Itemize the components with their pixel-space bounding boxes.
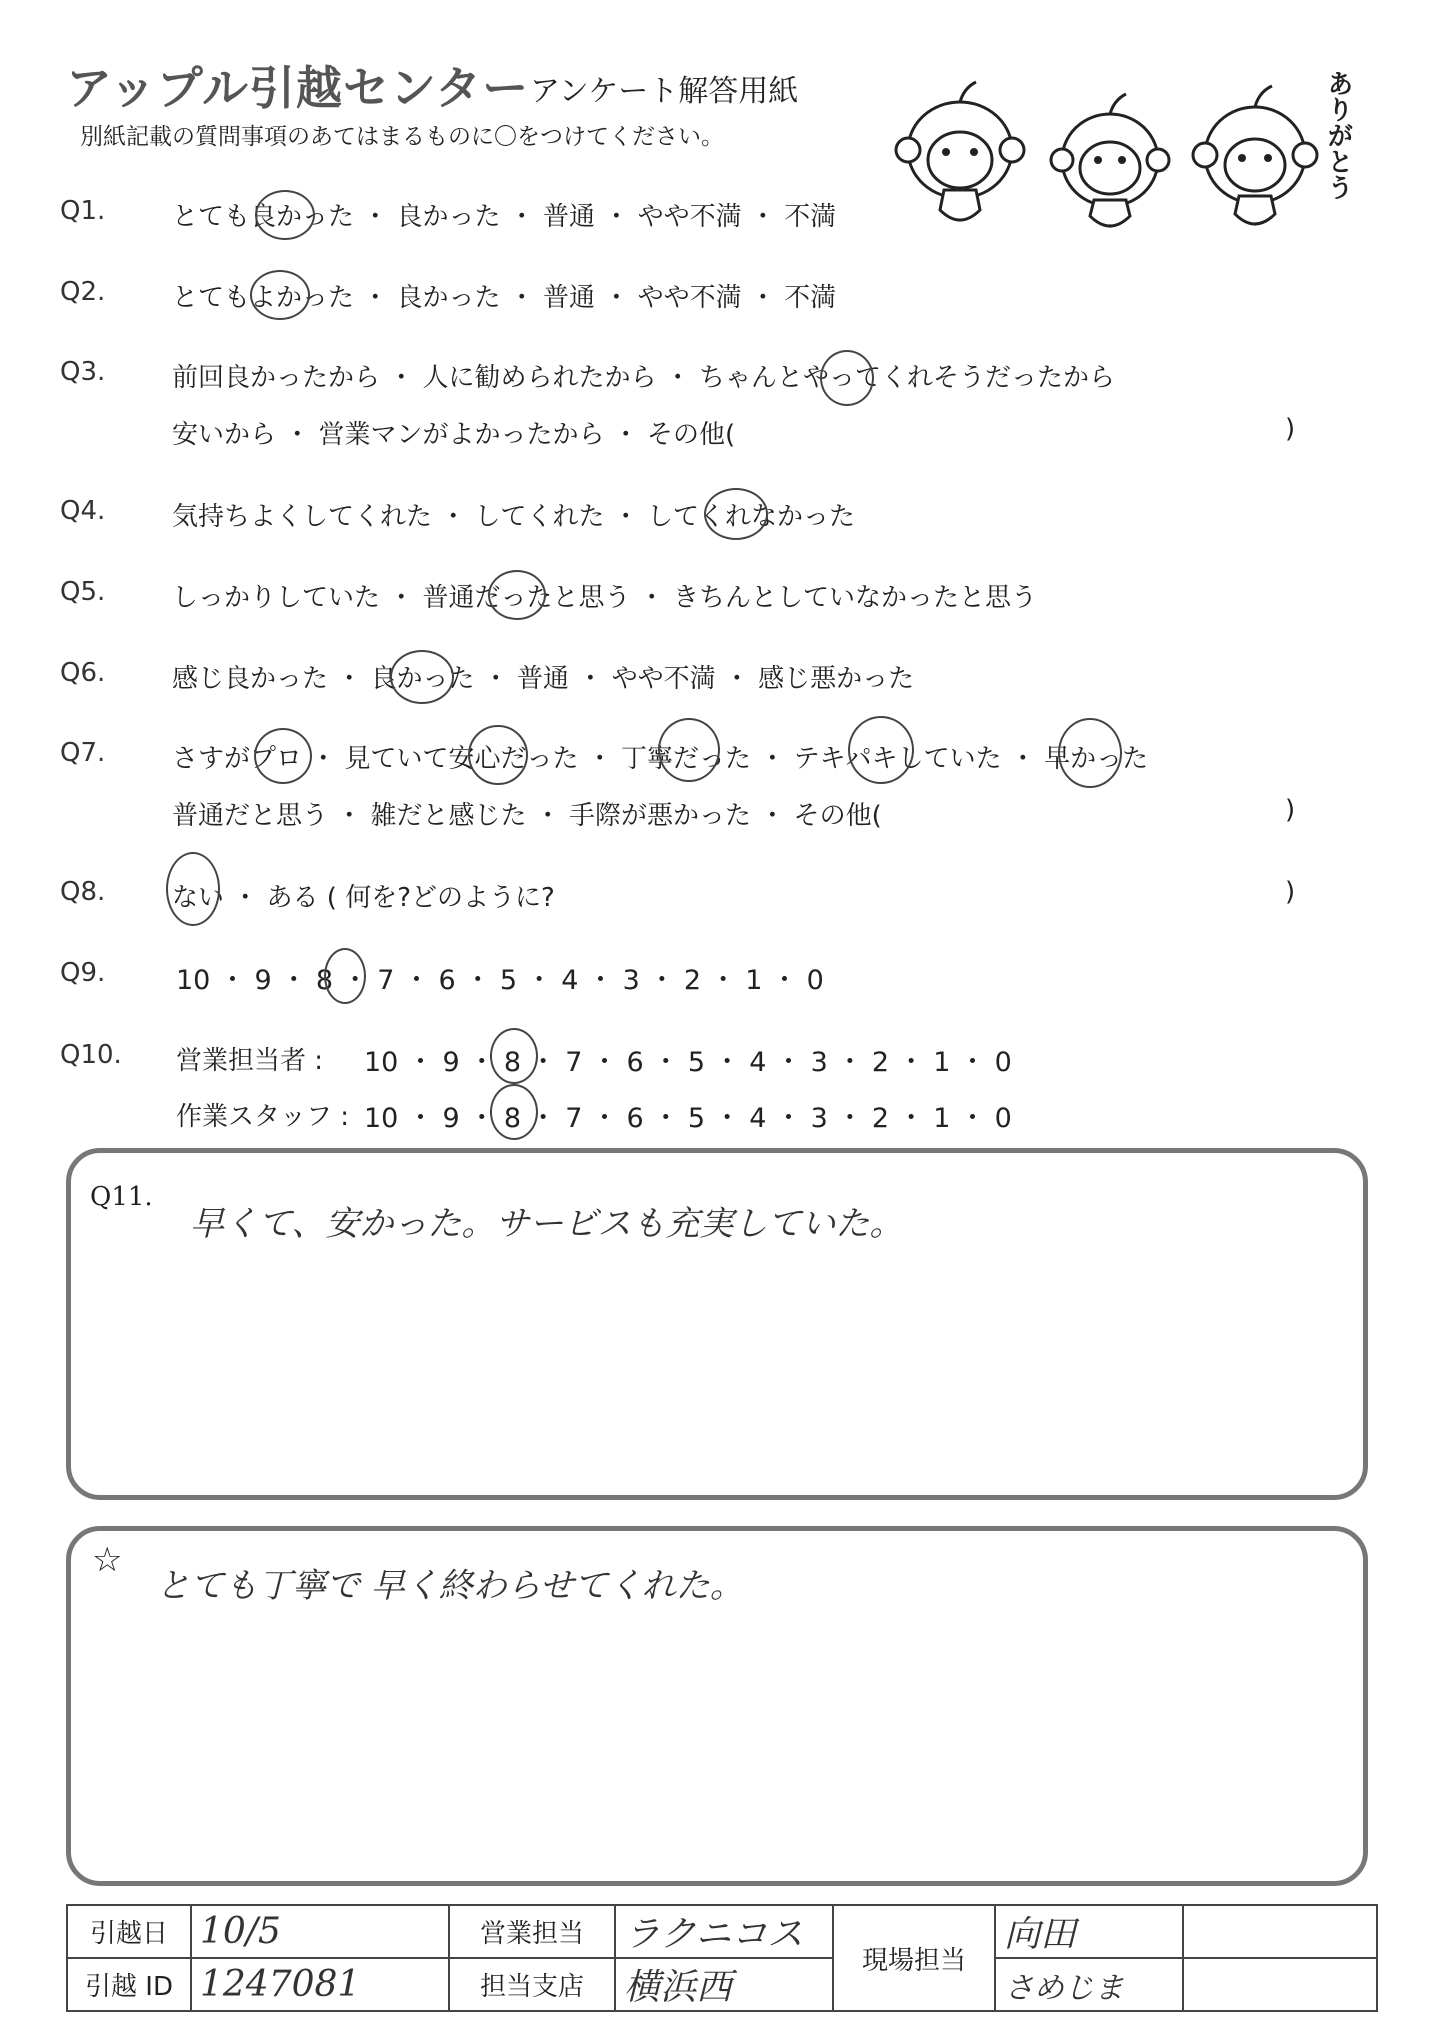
- q8-options[interactable]: ない ・ ある ( 何を?どのように?: [172, 883, 555, 913]
- instruction-text: 別紙記載の質問事項のあてはまるものに〇をつけてください。: [80, 124, 724, 150]
- sales-rep-value[interactable]: ラクニコス: [615, 1905, 833, 1958]
- q7-options-line2[interactable]: 普通だと思う ・ 雑だと感じた ・ 手際が悪かった ・ その他(: [172, 801, 882, 831]
- q1-label: Q1.: [60, 196, 106, 226]
- q7-selection-circle-teinei: [658, 718, 720, 782]
- branch-label: 担当支店: [449, 1958, 615, 2011]
- q7-selection-circle-hayakatta: [1058, 718, 1122, 788]
- q6-label: Q6.: [60, 658, 106, 688]
- move-date-value[interactable]: 10/5: [191, 1905, 449, 1958]
- q3-label: Q3.: [60, 357, 106, 387]
- site-rep-extra-cell-2[interactable]: [1183, 1958, 1377, 2011]
- move-id-value[interactable]: 1247081: [191, 1958, 449, 2011]
- form-subtitle: アンケート解答用紙: [530, 74, 799, 109]
- q7-close-paren: ): [1285, 795, 1296, 825]
- star-icon: ☆: [92, 1540, 123, 1580]
- q8-label: Q8.: [60, 877, 106, 907]
- q2-label: Q2.: [60, 277, 106, 307]
- q9-scale[interactable]: 10 ・ 9 ・ 8 ・ 7 ・ 6 ・ 5 ・ 4 ・ 3 ・ 2 ・ 1 ・ 0: [176, 965, 824, 996]
- q11-handwritten-answer: 早くて、安かった。サービスも充実していた。: [190, 1204, 904, 1244]
- q3-options-line2[interactable]: 安いから ・ 営業マンがよかったから ・ その他(: [172, 420, 736, 450]
- move-date-label: 引越日: [67, 1905, 191, 1958]
- thanks-caption: ありがとう: [1323, 70, 1353, 200]
- q9-label: Q9.: [60, 958, 106, 988]
- q5-options[interactable]: しっかりしていた ・ 普通だったと思う ・ きちんとしていなかったと思う: [172, 583, 1038, 613]
- site-rep-value-1[interactable]: 向田: [995, 1905, 1183, 1958]
- site-rep-label: 現場担当: [833, 1905, 995, 2011]
- q10-staff-selection-circle: [490, 1084, 538, 1140]
- q1-options[interactable]: とても良かった ・ 良かった ・ 普通 ・ やや不満 ・ 不満: [172, 202, 837, 232]
- q3-options-line1[interactable]: 前回良かったから ・ 人に勧められたから ・ ちゃんとやってくれそうだったから: [172, 363, 1116, 393]
- q3-close-paren: ): [1285, 414, 1296, 444]
- site-rep-value-2[interactable]: さめじま: [995, 1958, 1183, 2011]
- q4-selection-circle: [704, 488, 768, 540]
- q10-label: Q10.: [60, 1040, 122, 1070]
- sales-rep-label: 営業担当: [449, 1905, 615, 1958]
- q8-selection-circle: [166, 852, 220, 926]
- q10-sales-scale[interactable]: 10 ・ 9 ・ 8 ・ 7 ・ 6 ・ 5 ・ 4 ・ 3 ・ 2 ・ 1 ・ 0: [364, 1047, 1012, 1078]
- q10-sales-label: 営業担当者 :: [176, 1046, 324, 1076]
- comment-handwritten-answer: とても丁寧で 早く終わらせてくれた。: [156, 1566, 744, 1606]
- q8-close-paren: ): [1285, 877, 1296, 907]
- site-rep-extra-cell-1[interactable]: [1183, 1905, 1377, 1958]
- q10-sales-selection-circle: [490, 1028, 538, 1084]
- q4-options[interactable]: 気持ちよくしてくれた ・ してくれた ・ してくれなかった: [172, 502, 856, 532]
- q7-selection-circle-pro: [254, 728, 312, 784]
- q11-label: Q11.: [90, 1182, 153, 1212]
- q9-selection-circle: [324, 948, 366, 1004]
- q7-label: Q7.: [60, 738, 106, 768]
- q7-options-line1[interactable]: さすがプロ ・ 見ていて安心だった ・ 丁寧だった ・ テキパキしていた ・ 早かった: [172, 744, 1149, 774]
- move-id-label: 引越 ID: [67, 1958, 191, 2011]
- footer-info-table: [66, 1904, 1378, 2012]
- monkey-mascots-illustration: [880, 60, 1340, 240]
- q7-selection-circle-tekipaki: [848, 716, 914, 784]
- q4-label: Q4.: [60, 496, 106, 526]
- q6-options[interactable]: 感じ良かった ・ 良かった ・ 普通 ・ やや不満 ・ 感じ悪かった: [172, 664, 915, 694]
- q6-selection-circle: [390, 650, 454, 704]
- q10-staff-scale[interactable]: 10 ・ 9 ・ 8 ・ 7 ・ 6 ・ 5 ・ 4 ・ 3 ・ 2 ・ 1 ・ 0: [364, 1103, 1012, 1134]
- q2-options[interactable]: とてもよかった ・ 良かった ・ 普通 ・ やや不満 ・ 不満: [172, 283, 837, 313]
- q2-selection-circle: [250, 270, 310, 320]
- q5-selection-circle: [488, 570, 546, 620]
- q7-selection-circle-anshin: [468, 725, 528, 785]
- company-title: アップル引越センター: [66, 61, 530, 115]
- q3-selection-circle: [820, 350, 874, 406]
- q10-staff-label: 作業スタッフ :: [176, 1102, 350, 1132]
- q1-selection-circle: [255, 190, 315, 240]
- branch-value[interactable]: 横浜西: [615, 1958, 833, 2011]
- q5-label: Q5.: [60, 577, 106, 607]
